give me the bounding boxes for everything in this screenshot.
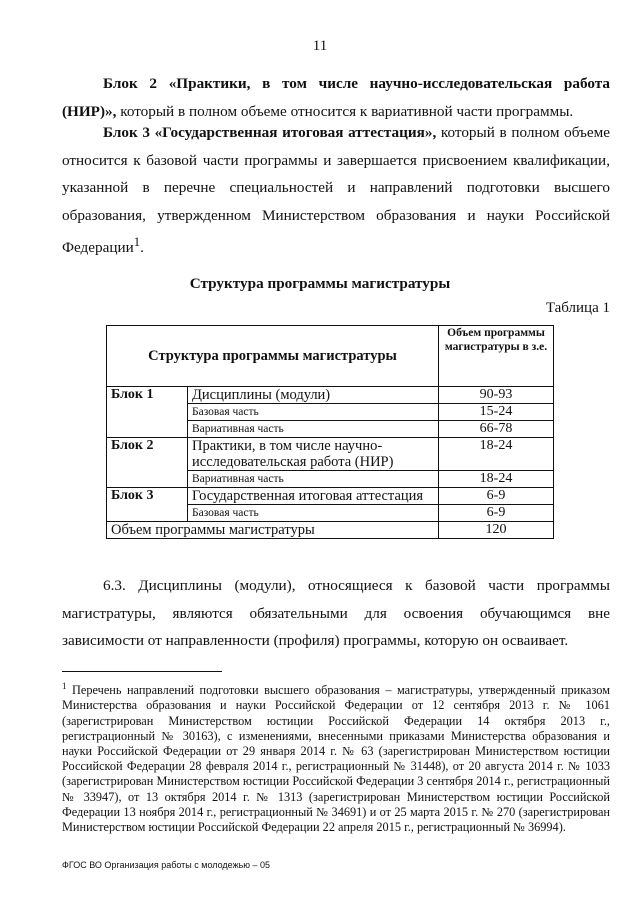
block3-paragraph <box>62 119 610 262</box>
footnote <box>62 679 610 835</box>
total-value: 120 <box>439 522 554 539</box>
block1-title: Дисциплины (модули) <box>188 387 439 404</box>
block2-title: Практики, в том числе научно-исследовательская работа (НИР) <box>188 438 439 471</box>
page-footer: ФГОС ВО Организация работы с молодежью – 05 <box>62 860 271 870</box>
table-total-row <box>107 522 554 539</box>
footnote-ref[interactable]: 1 <box>133 235 141 249</box>
table-label: Таблица 1 <box>545 300 610 316</box>
block2-paragraph <box>62 70 610 125</box>
block1-base: Базовая часть <box>188 404 439 421</box>
section-6-3-paragraph: 6.3. Дисциплины (модули), относящиеся к базовой части программы магистратуры, являются обязательными для освоения обучающимся вне зависимости от направленности (профиля) программы, которую он осваивает. <box>62 577 610 649</box>
block2-title: Блок 2 «Практики, в том числе научно-исследовательская работа (НИР)», <box>62 75 610 120</box>
page-number: 11 <box>312 38 328 54</box>
block3-title: Государственная итоговая аттестация <box>188 488 439 505</box>
block1-title-value: 90-93 <box>439 387 554 404</box>
table-row <box>107 488 554 505</box>
block3-title: Блок 3 «Государственная итоговая аттестация», <box>103 124 437 141</box>
block2-label: Блок 2 <box>107 438 188 488</box>
header-volume: Объем программы магистратуры в з.е. <box>439 326 554 387</box>
block3-label: Блок 3 <box>107 488 188 522</box>
header-structure: Структура программы магистратуры <box>107 326 439 387</box>
footnote-mark: 1 <box>62 681 67 691</box>
block3-end: . <box>140 239 144 257</box>
block2-var-value: 18-24 <box>439 471 554 488</box>
table-row <box>107 387 554 404</box>
footnote-text: Перечень направлений подготовки высшего образования – магистратуры, утвержденный приказом Министерства образования и науки Российской Федерации от 12 сентября 2013 г. № 1061 (зарегистрирован Министерством юстиции Российской Федерации 14 октября 2013 г., регистрационный № 30163), с изменениями, внесенными приказами Министерства образования и науки Российской Федерации от 29 января 2014 г. № 63 (зарегистрирован Министерством юстиции Российской Федерации 28 февраля 2014 г., регистрационный № 31448), от 20 августа 2014 г. № 1033 (зарегистрирован Министерством юстиции Российской Федерации 3 сентября 2014 г., регистрационный № 33947), от 13 октября 2014 г. № 1313 (зарегистрирован Министерством юстиции Российской Федерации 13 ноября 2014 г., регистрационный № 34691) и от 25 марта 2015 г. № 270 (зарегистрирован Министерством юстиции Российской Федерации 22 апреля 2015 г., регистрационный № 36994). <box>62 683 610 834</box>
program-structure-table <box>106 325 554 539</box>
footnote-divider <box>62 671 222 672</box>
block3-title-value: 6-9 <box>439 488 554 505</box>
total-label: Объем программы магистратуры <box>107 522 439 539</box>
block2-title-value: 18-24 <box>439 438 554 471</box>
block1-label: Блок 1 <box>107 387 188 438</box>
table-row <box>107 438 554 471</box>
block1-var-value: 66-78 <box>439 421 554 438</box>
block1-base-value: 15-24 <box>439 404 554 421</box>
block1-var: Вариативная часть <box>188 421 439 438</box>
block2-text: который в полном объеме относится к вариативной части программы. <box>116 102 574 120</box>
block2-var: Вариативная часть <box>188 471 439 488</box>
table-header-row <box>107 326 554 387</box>
block3-base: Базовая часть <box>188 505 439 522</box>
block3-base-value: 6-9 <box>439 505 554 522</box>
structure-heading: Структура программы магистратуры <box>189 275 451 292</box>
block3-text: который в полном объеме относится к базовой части программы и завершается присвоением квалификации, указанной в перечне специальностей и направлений подготовки высшего образования, утвержденном Министерством образования и науки Российской Федерации <box>62 124 610 257</box>
